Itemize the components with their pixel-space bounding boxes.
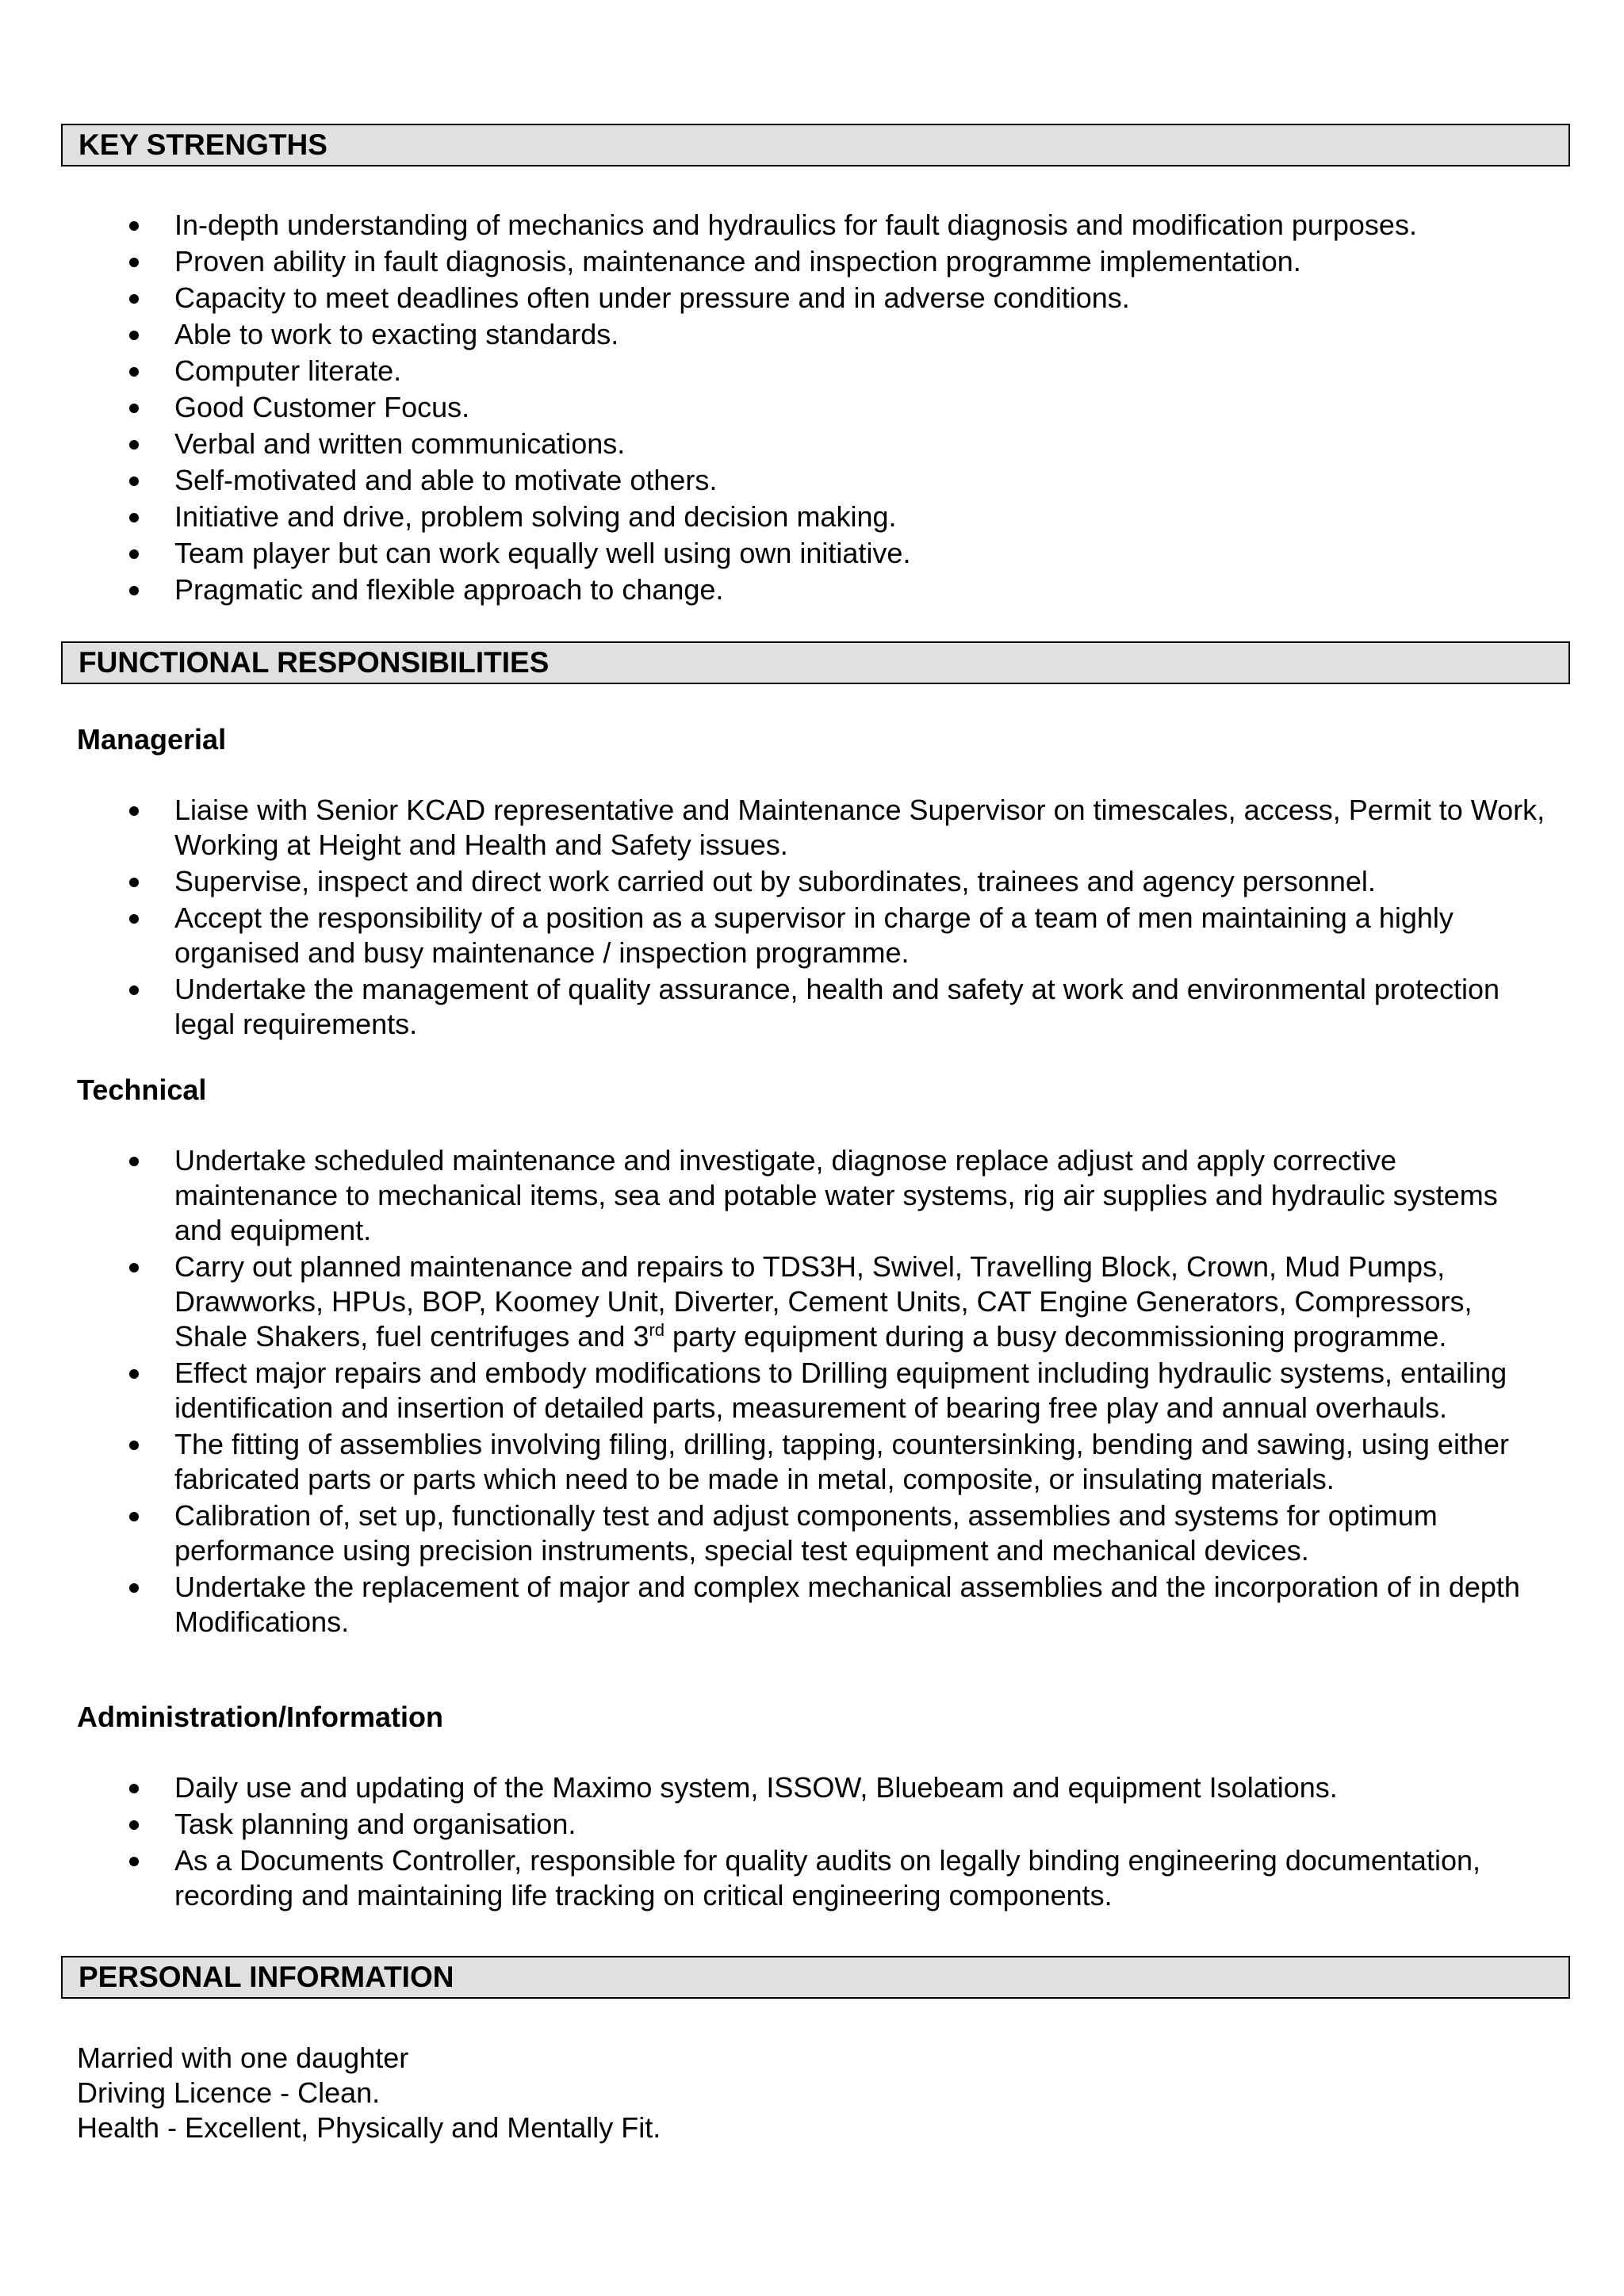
list-item: Pragmatic and flexible approach to change.: [0, 572, 1546, 607]
administration-list: [0, 1770, 1546, 1915]
personal-line: Driving Licence - Clean.: [77, 2076, 381, 2109]
list-item: Initiative and drive, problem solving and decision making.: [0, 499, 1546, 534]
list-item: Team player but can work equally well using own initiative.: [0, 536, 1546, 571]
list-item: Accept the responsibility of a position as a supervisor in charge of a team of men maintaining a highly organised and busy maintenance / inspection programme.: [0, 901, 1546, 970]
list-item: Computer literate.: [0, 354, 1546, 388]
list-item: Capacity to meet deadlines often under pressure and in adverse conditions.: [0, 281, 1546, 316]
key-strengths-list: [0, 208, 1546, 609]
list-item: [0, 1249, 1546, 1354]
list-item: Undertake scheduled maintenance and investigate, diagnose replace adjust and apply corrective maintenance to mechanical items, sea and potable water systems, rig air supplies and hydraulic systems and equipment.: [0, 1143, 1546, 1248]
list-item: Task planning and organisation.: [0, 1807, 1546, 1842]
key-strengths-header: KEY STRENGTHS: [61, 124, 1570, 166]
personal-line: Married with one daughter: [77, 2042, 409, 2074]
list-item: Proven ability in fault diagnosis, maintenance and inspection programme implementation.: [0, 244, 1546, 279]
list-item: Undertake the management of quality assurance, health and safety at work and environmental protection legal requirements.: [0, 972, 1546, 1042]
technical-heading: Technical: [77, 1073, 207, 1106]
list-item: Effect major repairs and embody modifications to Drilling equipment including hydraulic systems, entailing identification and insertion of detailed parts, measurement of bearing free play and annual overhauls.: [0, 1356, 1546, 1425]
ordinal-suffix: rd: [649, 1320, 665, 1340]
list-item: In-depth understanding of mechanics and hydraulics for fault diagnosis and modification purposes.: [0, 208, 1546, 243]
list-item: Able to work to exacting standards.: [0, 317, 1546, 352]
administration-heading: Administration/Information: [77, 1701, 443, 1733]
technical-list: [0, 1143, 1546, 1641]
list-item: Verbal and written communications.: [0, 427, 1546, 461]
functional-responsibilities-header: FUNCTIONAL RESPONSIBILITIES: [61, 641, 1570, 684]
personal-information-text: [77, 2041, 661, 2145]
list-item: The fitting of assemblies involving filing, drilling, tapping, countersinking, bending and sawing, using either fabricated parts or parts which need to be made in metal, composite, or insulating materials.: [0, 1427, 1546, 1497]
personal-information-header: PERSONAL INFORMATION: [61, 1956, 1570, 1999]
list-item-text: party equipment during a busy decommissioning programme.: [664, 1320, 1447, 1353]
list-item: Calibration of, set up, functionally test and adjust components, assemblies and systems for optimum performance using precision instruments, special test equipment and mechanical devices.: [0, 1498, 1546, 1568]
list-item: Daily use and updating of the Maximo system, ISSOW, Bluebeam and equipment Isolations.: [0, 1770, 1546, 1805]
list-item: Liaise with Senior KCAD representative and Maintenance Supervisor on timescales, access, Permit to Work, Working at Height and Health and Safety issues.: [0, 793, 1546, 863]
list-item: Supervise, inspect and direct work carried out by subordinates, trainees and agency personnel.: [0, 864, 1546, 899]
list-item: As a Documents Controller, responsible for quality audits on legally binding engineering documentation, recording and maintaining life tracking on critical engineering components.: [0, 1843, 1546, 1913]
list-item-text: Carry out planned maintenance and repairs to TDS3H, Swivel, Travelling Block, Crown, Mud Pumps, Drawworks, HPUs, BOP, Koomey Unit, Diverter, Cement Units, CAT Engine Generators, Compressors, Shale Shakers, fuel centrifuges and 3: [174, 1250, 1473, 1353]
personal-line: Health - Excellent, Physically and Mentally Fit.: [77, 2111, 661, 2144]
list-item: Undertake the replacement of major and complex mechanical assemblies and the incorporation of in depth Modifications.: [0, 1570, 1546, 1640]
list-item: Good Customer Focus.: [0, 390, 1546, 425]
list-item: Self-motivated and able to motivate others.: [0, 463, 1546, 498]
managerial-list: [0, 793, 1546, 1043]
managerial-heading: Managerial: [77, 723, 227, 756]
